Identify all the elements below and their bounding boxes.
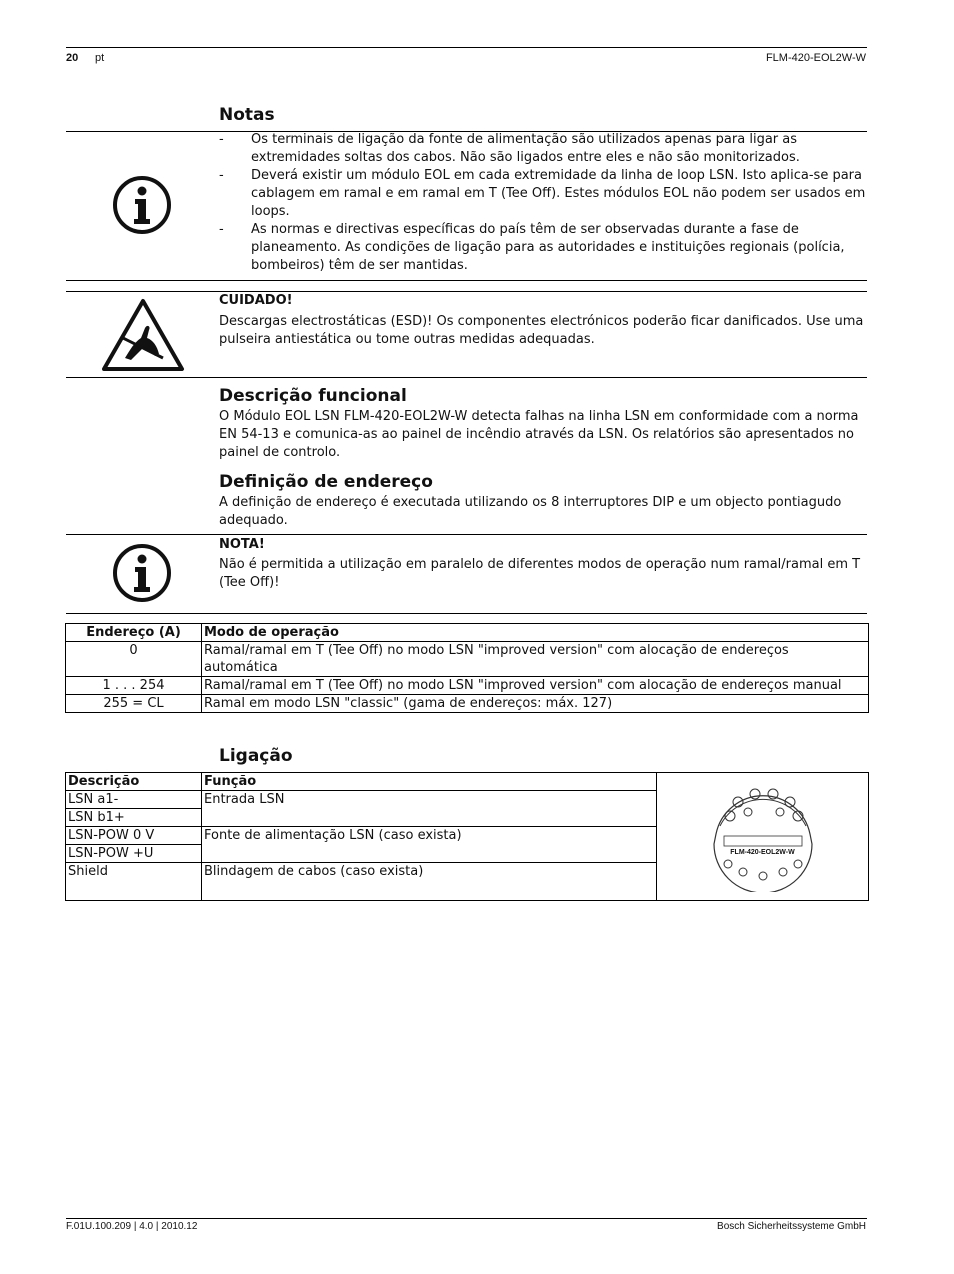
description-cell: LSN-POW +U: [66, 845, 202, 863]
column-header: Função: [202, 773, 657, 791]
page-number: 20: [66, 52, 79, 64]
language-code: pt: [95, 52, 105, 64]
address-cell: 0: [66, 642, 202, 677]
table-row: [66, 642, 869, 677]
address-setting-text: A definição de endereço é executada utilizando os 8 interruptores DIP e um objecto pontiagudo adequado.: [219, 495, 842, 528]
function-cell: Blindagem de cabos (caso exista): [202, 863, 657, 901]
function-cell: Entrada LSN: [202, 791, 657, 827]
info-icon: [111, 174, 173, 236]
column-header: Descrição: [66, 773, 202, 791]
footer-rule: [66, 1218, 867, 1219]
footer-doc-id: F.01U.100.209 | 4.0 | 2010.12: [66, 1221, 198, 1232]
address-table: [65, 623, 869, 713]
functional-description-text: O Módulo EOL LSN FLM-420-EOL2W-W detecta falhas na linha LSN em conformidade com a norma EN 54-13 e comunica-as ao painel de incêndio através da LSN. Os relatórios são apresentados no painel de controlo.: [219, 409, 859, 460]
address-cell: 255 = CL: [66, 695, 202, 713]
note-top-rule: [66, 534, 867, 535]
description-cell: LSN b1+: [66, 809, 202, 827]
table-row: [66, 677, 869, 695]
caution-text: Descargas electrostáticas (ESD)! Os componentes electrónicos poderão ficar danificados. Use uma pulseira antiestática ou tome outras medidas adequadas.: [219, 314, 864, 347]
notes-list: [219, 131, 867, 275]
note-text: Não é permitida a utilização em paralelo de diferentes modos de operação num ramal/ramal em T (Tee Off)!: [219, 557, 861, 590]
description-cell: LSN-POW 0 V: [66, 827, 202, 845]
note-label: NOTA!: [219, 537, 265, 552]
description-cell: LSN a1-: [66, 791, 202, 809]
info-icon: [111, 542, 173, 604]
description-cell: Shield: [66, 863, 202, 901]
note-item: - As normas e directivas específicas do país têm de ser observadas durante a fase de planeamento. As condições de ligação para as autoridades e instituições regionais (polícia, bombeiros) têm de ser mantidas.: [219, 221, 867, 275]
notes-title: Notas: [219, 105, 275, 125]
connection-title: Ligação: [219, 746, 293, 766]
address-setting-title: Definição de endereço: [219, 472, 433, 492]
header-rule: [66, 47, 867, 48]
table-row: [66, 695, 869, 713]
footer-company: Bosch Sicherheitssysteme GmbH: [717, 1221, 866, 1232]
mode-cell: Ramal em modo LSN "classic" (gama de endereços: máx. 127): [202, 695, 869, 713]
connection-table: [65, 772, 869, 901]
function-cell: Fonte de alimentação LSN (caso exista): [202, 827, 657, 863]
caution-label: CUIDADO!: [219, 293, 293, 308]
module-label: FLM-420-EOL2W-W: [730, 849, 795, 856]
functional-description-title: Descrição funcional: [219, 386, 407, 406]
address-cell: 1 . . . 254: [66, 677, 202, 695]
header-product: FLM-420-EOL2W-W: [765, 52, 866, 64]
mode-cell: Ramal/ramal em T (Tee Off) no modo LSN "improved version" com alocação de endereços manual: [202, 677, 869, 695]
table-header-row: [66, 773, 869, 791]
notes-bottom-rule: [66, 280, 867, 281]
note-bottom-rule: [66, 613, 867, 614]
note-item: - Os terminais de ligação da fonte de alimentação são utilizados apenas para ligar as extremidades soltas dos cabos. Não são ligados entre eles e não são monitorizados.: [219, 131, 867, 167]
caution-bottom-rule: [66, 377, 867, 378]
esd-warning-icon: [101, 298, 185, 372]
module-diagram: [698, 774, 828, 899]
table-header-row: [66, 624, 869, 642]
column-header: Modo de operação: [202, 624, 869, 642]
module-diagram-cell: [657, 773, 869, 901]
mode-cell: Ramal/ramal em T (Tee Off) no modo LSN "improved version" com alocação de endereços automática: [202, 642, 869, 677]
column-header: Endereço (A): [66, 624, 202, 642]
note-item: - Deverá existir um módulo EOL em cada extremidade da linha de loop LSN. Isto aplica-se para cablagem em ramal e em ramal em T (Tee Off). Estes módulos EOL não podem ser usados em loops.: [219, 167, 867, 221]
